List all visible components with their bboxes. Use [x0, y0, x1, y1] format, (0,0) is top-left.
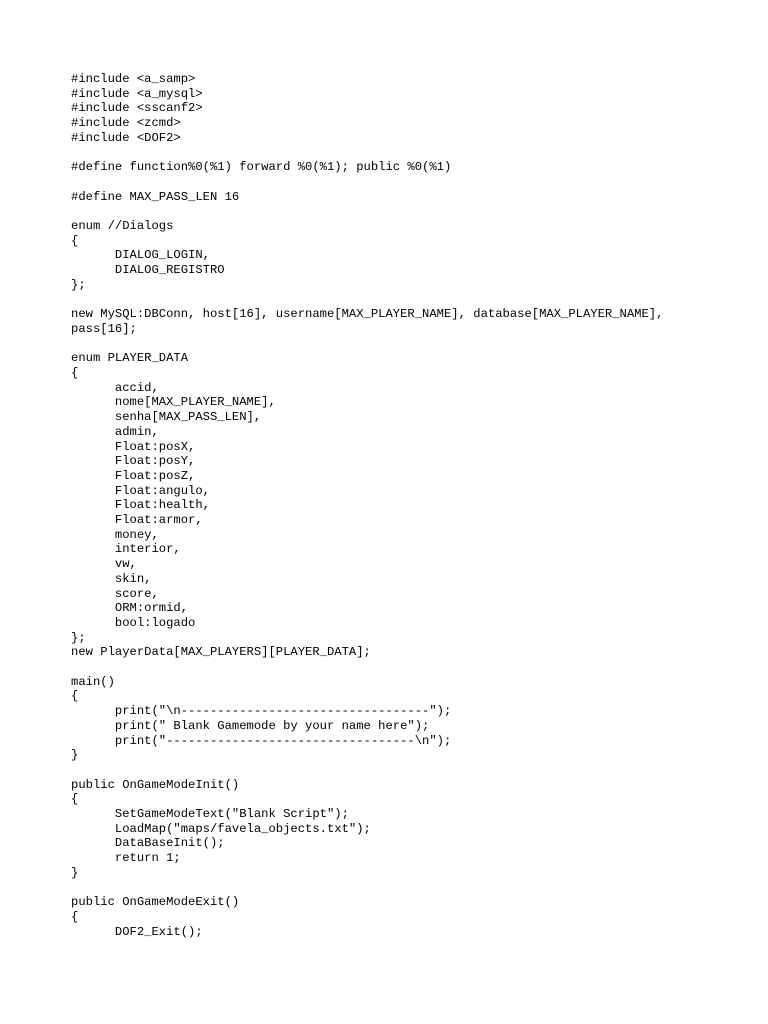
- code-line: Float:posZ,: [71, 468, 196, 483]
- code-line: #include <zcmd>: [71, 116, 181, 131]
- code-line: [71, 146, 751, 161]
- code-line: Float:armor,: [71, 513, 203, 528]
- code-line: enum PLAYER_DATA: [71, 351, 189, 366]
- code-line: new PlayerData[MAX_PLAYERS][PLAYER_DATA];: [71, 645, 371, 660]
- code-line: senha[MAX_PASS_LEN],: [71, 410, 262, 425]
- code-line: #define function%0(%1) forward %0(%1); public %0(%1): [71, 160, 452, 175]
- code-line: DataBaseInit();: [71, 836, 225, 851]
- code-line: print("----------------------------------\n");: [71, 733, 452, 748]
- code-line: #include <DOF2>: [71, 130, 181, 145]
- code-line: #include <a_mysql>: [71, 86, 203, 101]
- code-line: vw,: [71, 557, 137, 572]
- code-line: {: [71, 233, 79, 248]
- code-line: }: [71, 748, 79, 763]
- code-line: DOF2_Exit();: [71, 924, 203, 939]
- code-line: score,: [71, 586, 159, 601]
- code-line: };: [71, 630, 86, 645]
- code-line: Float:posY,: [71, 454, 196, 469]
- code-line: ORM:ormid,: [71, 601, 189, 616]
- code-line: enum //Dialogs: [71, 218, 174, 233]
- code-line: {: [71, 909, 79, 924]
- code-line: [71, 763, 751, 778]
- code-line: admin,: [71, 424, 159, 439]
- code-line: [71, 660, 751, 675]
- code-line: accid,: [71, 380, 159, 395]
- code-line: new MySQL:DBConn, host[16], username[MAX_PLAYER_NAME], database[MAX_PLAYER_NAME],: [71, 307, 664, 322]
- code-line: #define MAX_PASS_LEN 16: [71, 189, 240, 204]
- code-line: money,: [71, 527, 159, 542]
- code-line: print(" Blank Gamemode by your name here");: [71, 718, 430, 733]
- code-line: skin,: [71, 571, 152, 586]
- code-line: pass[16];: [71, 321, 137, 336]
- code-line: }: [71, 865, 79, 880]
- code-line: #include <sscanf2>: [71, 101, 203, 116]
- code-line: SetGameModeText("Blank Script");: [71, 807, 349, 822]
- code-line: print("\n----------------------------------");: [71, 704, 452, 719]
- code-line: public OnGameModeExit(): [71, 895, 240, 910]
- code-line: [71, 204, 751, 219]
- code-line: Float:angulo,: [71, 483, 210, 498]
- code-line: [71, 337, 751, 352]
- code-line: {: [71, 365, 79, 380]
- code-line: {: [71, 792, 79, 807]
- code-line: interior,: [71, 542, 181, 557]
- code-line: public OnGameModeInit(): [71, 777, 240, 792]
- code-line: {: [71, 689, 79, 704]
- code-line: DIALOG_LOGIN,: [71, 248, 210, 263]
- code-line: #include <a_samp>: [71, 72, 196, 86]
- code-line: Float:posX,: [71, 439, 196, 454]
- code-listing: [71, 72, 751, 939]
- code-line: [71, 881, 751, 896]
- code-line: main(): [71, 674, 115, 689]
- code-line: LoadMap("maps/favela_objects.txt");: [71, 821, 371, 836]
- code-line: bool:logado: [71, 615, 196, 630]
- code-line: return 1;: [71, 851, 181, 866]
- code-line: DIALOG_REGISTRO: [71, 263, 225, 278]
- code-line: [71, 175, 751, 190]
- code-line: };: [71, 277, 86, 292]
- code-line: Float:health,: [71, 498, 210, 513]
- code-line: nome[MAX_PLAYER_NAME],: [71, 395, 276, 410]
- code-line: [71, 293, 751, 308]
